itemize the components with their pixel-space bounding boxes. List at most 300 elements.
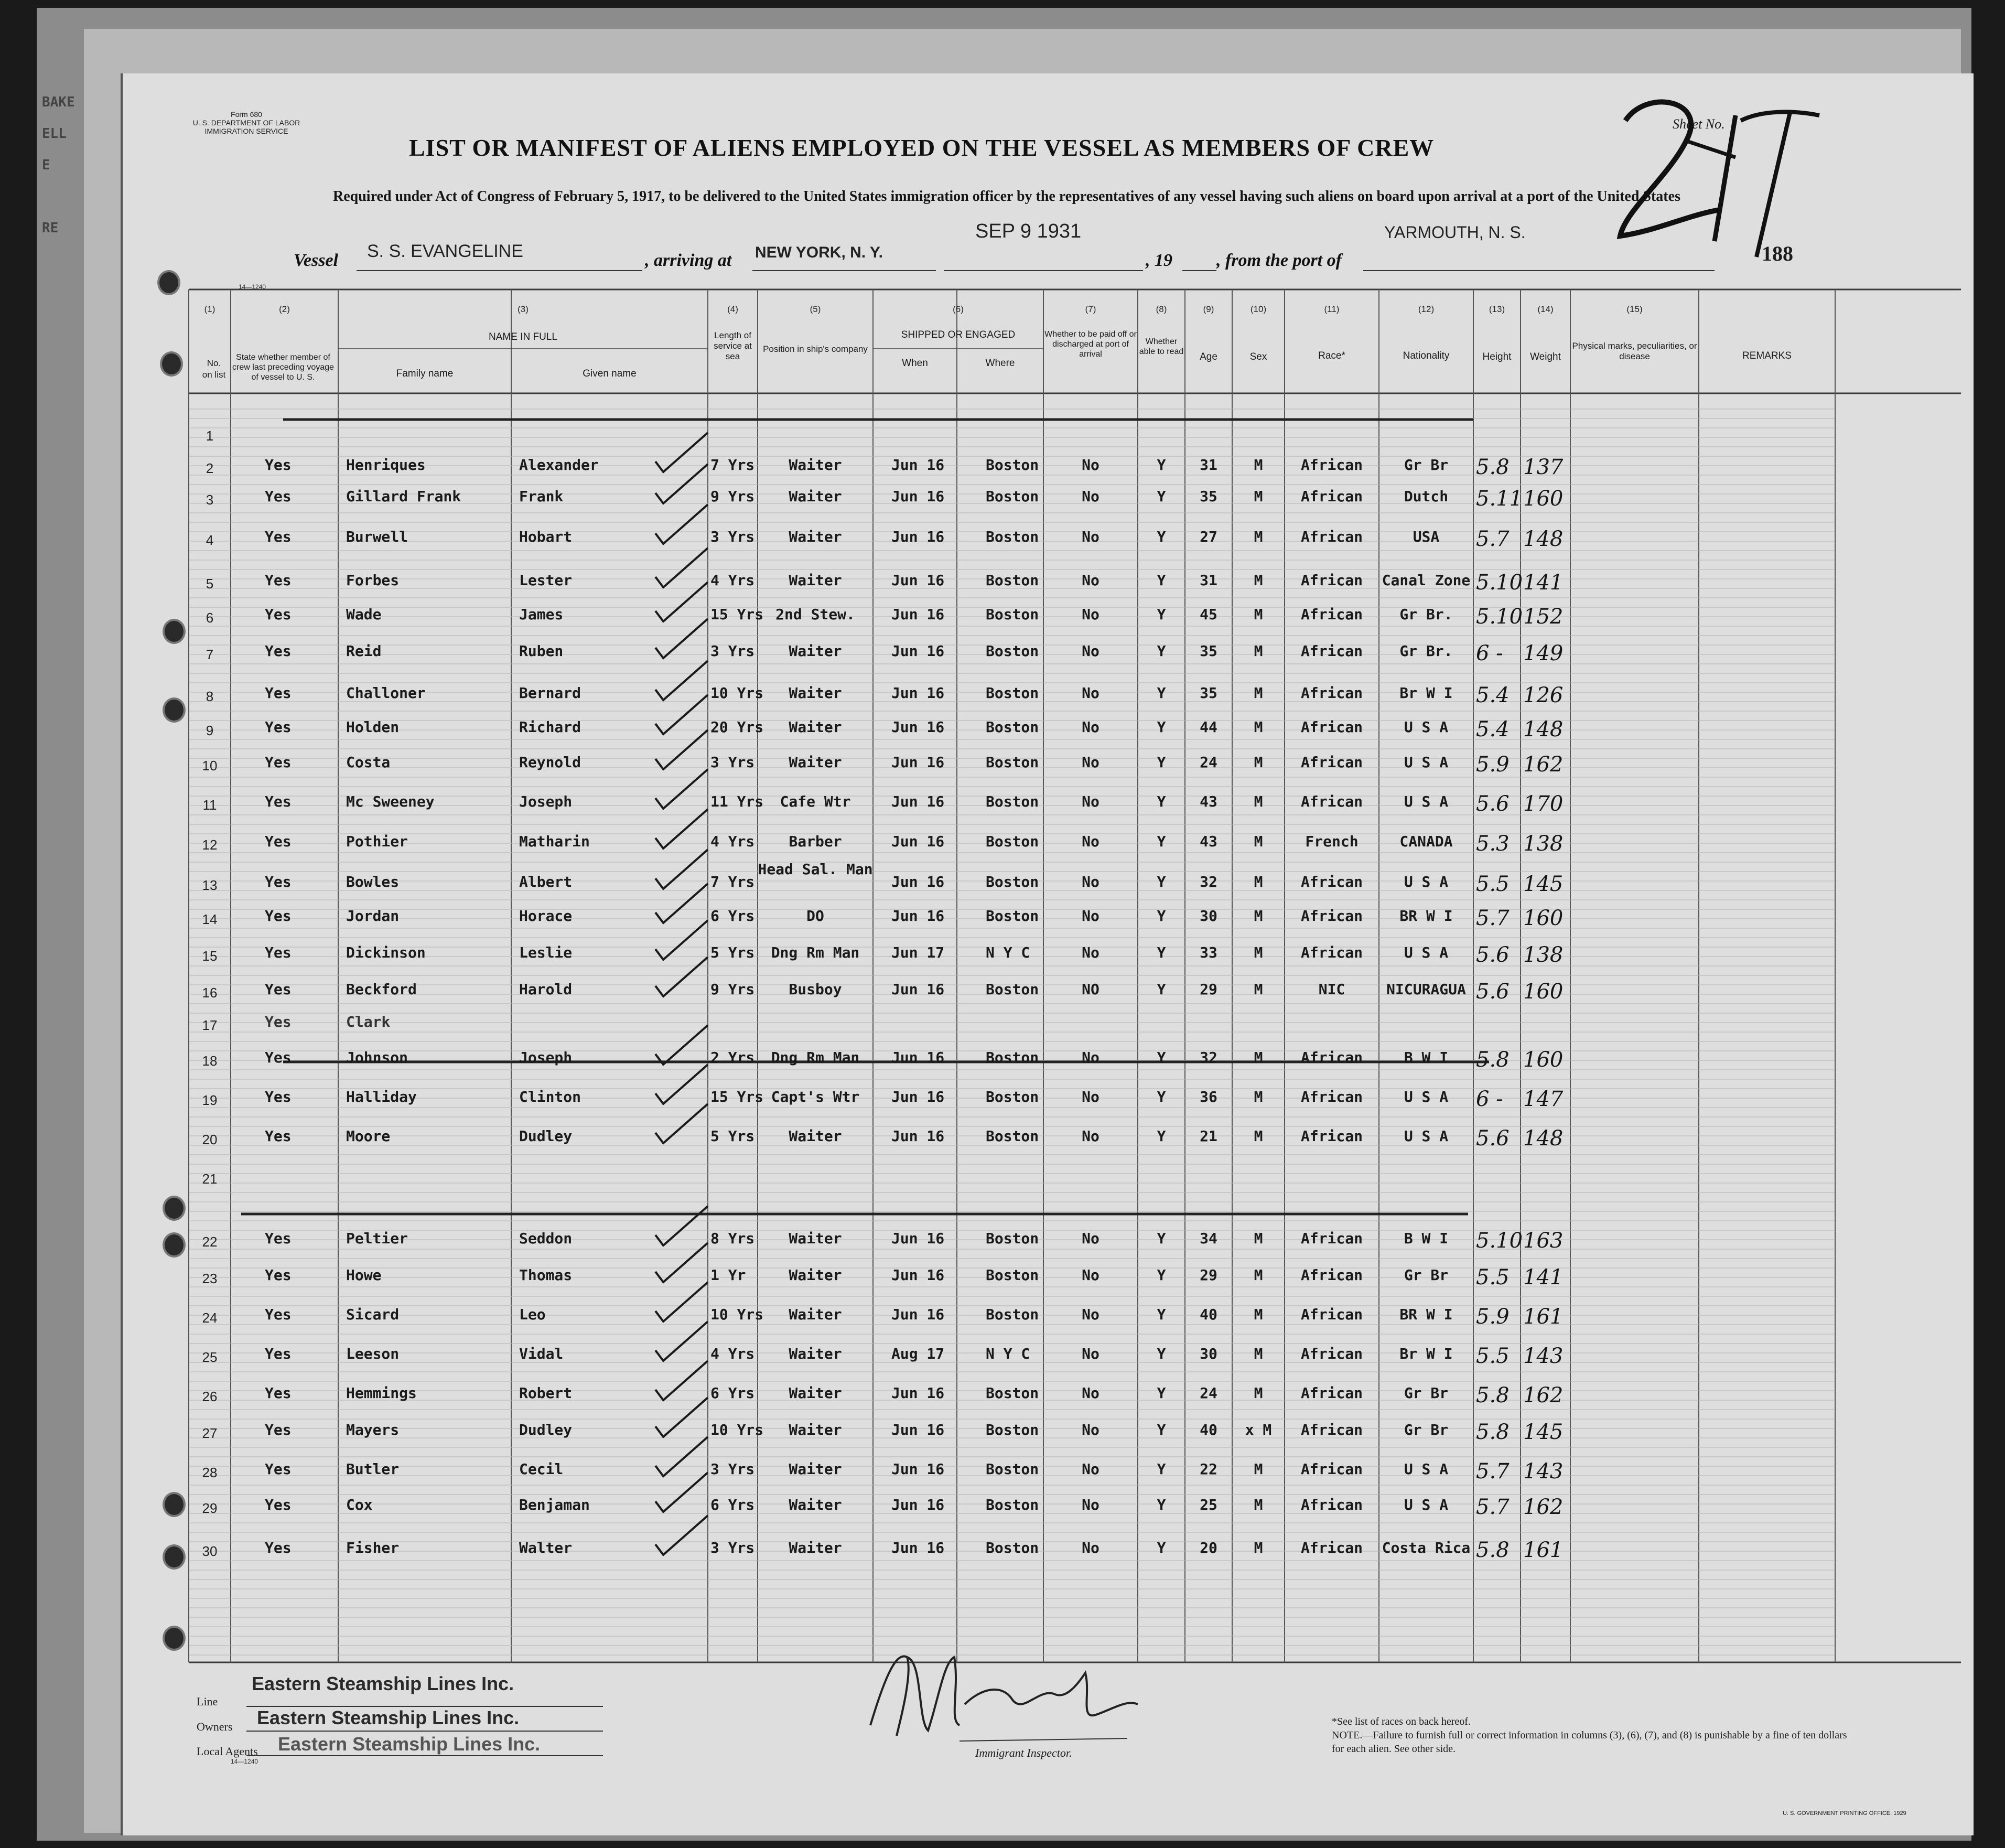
shipped-when-cell: Jun 16 (891, 1421, 945, 1438)
row-number: 23 (202, 1271, 218, 1286)
position-cell: Waiter (789, 1266, 842, 1284)
row-number: 28 (202, 1465, 218, 1480)
shipped-when-cell: Jun 16 (891, 1266, 945, 1284)
position-cell: Waiter (789, 488, 842, 505)
row-number: 15 (202, 948, 218, 964)
state-cell: Yes (265, 1384, 292, 1402)
header-when: When (902, 358, 928, 369)
weight-cell: 138 (1523, 943, 1564, 967)
date-underline (944, 270, 1143, 271)
nationality-cell: Br W I (1399, 684, 1453, 702)
column-number: (8) (1156, 304, 1167, 314)
header-no-on-list: No. on list (202, 358, 226, 380)
shipped-where-cell: Boston (986, 642, 1039, 660)
weight-cell: 160 (1523, 906, 1564, 930)
binder-hole (163, 1544, 186, 1570)
edge-mark: ELL (42, 126, 67, 142)
given-name-cell: Seddon (519, 1230, 573, 1247)
paid-off-cell: No (1082, 907, 1099, 925)
height-cell: 6 - (1476, 641, 1503, 665)
position-cell: Waiter (789, 1306, 842, 1323)
sex-cell: M (1254, 1345, 1263, 1362)
shipped-when-cell: Jun 16 (891, 793, 945, 810)
paid-off-cell: No (1082, 642, 1099, 660)
shipped-when-cell: Jun 16 (891, 456, 945, 474)
height-cell: 5.4 (1476, 717, 1510, 742)
race-cell: African (1300, 642, 1363, 660)
race-cell: African (1300, 684, 1363, 702)
length-of-service-cell: 10 Yrs (710, 684, 764, 702)
sex-cell: M (1254, 456, 1263, 474)
column-number: (4) (727, 304, 738, 314)
nationality-cell: Canal Zone (1382, 572, 1471, 589)
length-of-service-cell: 7 Yrs (710, 456, 755, 474)
sex-cell: M (1254, 1539, 1263, 1556)
position-cell: DO (806, 907, 824, 925)
form-code: 14—1240 (239, 283, 266, 291)
vessel-label: Vessel (294, 251, 338, 270)
paid-off-cell: No (1082, 684, 1099, 702)
shipped-where-cell: Boston (986, 684, 1039, 702)
length-of-service-cell: 9 Yrs (710, 488, 755, 505)
family-name-cell: Holden (346, 718, 400, 736)
nationality-cell: Gr Br. (1399, 642, 1453, 660)
column-number: (14) (1537, 304, 1554, 314)
family-name-cell: Jordan (346, 907, 400, 925)
state-cell: Yes (265, 833, 292, 850)
nationality-cell: U S A (1404, 793, 1449, 810)
shipped-where-cell: Boston (986, 456, 1039, 474)
binder-hole (163, 1492, 186, 1517)
position-cell: Waiter (789, 528, 842, 545)
column-number: (10) (1250, 304, 1267, 314)
row-number: 27 (202, 1425, 218, 1441)
row-number: 1 (206, 428, 214, 444)
weight-cell: 137 (1523, 455, 1564, 479)
able-to-read-cell: Y (1157, 572, 1166, 589)
given-name-cell: Frank (519, 488, 564, 505)
race-cell: African (1300, 907, 1363, 925)
race-cell: African (1300, 1460, 1363, 1478)
shipped-where-cell: Boston (986, 606, 1039, 623)
state-cell: Yes (265, 1460, 292, 1478)
race-cell: African (1300, 1127, 1363, 1145)
paid-off-cell: No (1082, 833, 1099, 850)
height-cell: 5.7 (1476, 527, 1510, 551)
row-number: 29 (202, 1500, 218, 1516)
column-number: (9) (1203, 304, 1214, 314)
position-cell: 2nd Stew. (775, 606, 855, 623)
state-cell: Yes (265, 873, 292, 890)
length-of-service-cell: 4 Yrs (710, 833, 755, 850)
paid-off-cell: No (1082, 1345, 1099, 1362)
shipped-where-cell: Boston (986, 528, 1039, 545)
height-cell: 5.8 (1476, 1048, 1510, 1072)
position-cell: Waiter (789, 1539, 842, 1556)
weight-cell: 138 (1523, 832, 1564, 856)
sex-cell: M (1254, 1127, 1263, 1145)
row-number: 24 (202, 1310, 218, 1326)
given-name-cell: Richard (519, 718, 581, 736)
race-cell: African (1300, 1539, 1363, 1556)
header-length-of-service: Length of service at sea (714, 330, 752, 361)
length-of-service-cell: 4 Yrs (710, 1345, 755, 1362)
header-nationality: Nationality (1403, 350, 1450, 361)
race-cell: African (1300, 528, 1363, 545)
shipped-when-cell: Jun 16 (891, 718, 945, 736)
paid-off-cell: No (1082, 944, 1099, 961)
age-cell: 44 (1200, 718, 1217, 736)
agents-stamp: Eastern Steamship Lines Inc. (278, 1733, 541, 1755)
weight-cell: 141 (1523, 571, 1564, 595)
weight-cell: 126 (1523, 683, 1564, 707)
paid-off-cell: No (1082, 1496, 1099, 1513)
weight-cell: 162 (1523, 753, 1564, 777)
arrival-underline (752, 270, 936, 271)
height-cell: 5.7 (1476, 1459, 1510, 1484)
weight-cell: 161 (1523, 1538, 1564, 1562)
state-cell: Yes (265, 981, 292, 998)
check-mark (650, 954, 713, 1002)
age-cell: 35 (1200, 642, 1217, 660)
family-name-cell: Pothier (346, 833, 408, 850)
header-age: Age (1200, 351, 1217, 362)
length-of-service-cell: 8 Yrs (710, 1230, 755, 1247)
age-cell: 35 (1200, 684, 1217, 702)
length-of-service-cell: 5 Yrs (710, 944, 755, 961)
vessel-underline (357, 270, 642, 271)
sex-cell: M (1254, 488, 1263, 505)
length-of-service-cell: 4 Yrs (710, 572, 755, 589)
shipped-when-cell: Jun 16 (891, 1088, 945, 1105)
able-to-read-cell: Y (1157, 606, 1166, 623)
given-name-cell: Leslie (519, 944, 573, 961)
family-name-cell: Wade (346, 606, 382, 623)
row-number: 10 (202, 758, 218, 773)
nationality-cell: Costa Rica (1382, 1539, 1471, 1556)
header-state: State whether member of crew last preceding voyage of vessel to U. S. (232, 353, 334, 382)
service-name: IMMIGRATION SERVICE (204, 127, 288, 135)
header-physical-marks: Physical marks, peculiarities, or disease (1572, 341, 1697, 361)
row-number: 22 (202, 1234, 218, 1250)
family-name-cell: Gillard Frank (346, 488, 461, 505)
length-of-service-cell: 5 Yrs (710, 1127, 755, 1145)
age-cell: 43 (1200, 793, 1217, 810)
position-cell: Waiter (789, 1127, 842, 1145)
arrival-date-stamp: SEP 9 1931 (975, 220, 1082, 242)
paid-off-cell: No (1082, 572, 1099, 589)
sex-cell: M (1254, 793, 1263, 810)
able-to-read-cell: Y (1157, 1496, 1166, 1513)
family-name-cell: Burwell (346, 528, 408, 545)
state-cell: Yes (265, 1496, 292, 1513)
arriving-label: , arriving at (645, 251, 732, 270)
row-number: 4 (206, 532, 214, 548)
height-cell: 5.5 (1476, 1344, 1510, 1368)
family-name-cell: Moore (346, 1127, 391, 1145)
length-of-service-cell: 3 Yrs (710, 1539, 755, 1556)
able-to-read-cell: Y (1157, 754, 1166, 771)
paid-off-cell: NO (1082, 981, 1099, 998)
family-name-cell: Costa (346, 754, 391, 771)
nationality-cell: B W I (1404, 1230, 1449, 1247)
length-of-service-cell: 6 Yrs (710, 907, 755, 925)
position-cell: Waiter (789, 1496, 842, 1513)
shipped-where-cell: Boston (986, 1088, 1039, 1105)
length-of-service-cell: 3 Yrs (710, 642, 755, 660)
age-cell: 43 (1200, 833, 1217, 850)
weight-cell: 160 (1523, 980, 1564, 1004)
binder-hole (157, 270, 180, 295)
position-cell: Busboy (789, 981, 842, 998)
header-family-name: Family name (396, 368, 454, 379)
state-cell: Yes (265, 1421, 292, 1438)
binder-hole (160, 351, 183, 377)
state-cell: Yes (265, 1266, 292, 1284)
race-cell: African (1300, 718, 1363, 736)
shipped-when-cell: Jun 16 (891, 1230, 945, 1247)
state-cell: Yes (265, 572, 292, 589)
age-cell: 32 (1200, 1049, 1217, 1066)
paid-off-cell: No (1082, 606, 1099, 623)
paid-off-cell: No (1082, 1306, 1099, 1323)
shipped-where-cell: Boston (986, 488, 1039, 505)
family-name-cell: Clark (346, 1013, 391, 1030)
able-to-read-cell: Y (1157, 793, 1166, 810)
race-cell: African (1300, 1345, 1363, 1362)
form-number: Form 680 (231, 110, 262, 119)
nationality-cell: Dutch (1404, 488, 1449, 505)
age-cell: 33 (1200, 944, 1217, 961)
able-to-read-cell: Y (1157, 528, 1166, 545)
weight-cell: 162 (1523, 1495, 1564, 1519)
position-cell: Waiter (789, 1460, 842, 1478)
state-cell: Yes (265, 1306, 292, 1323)
height-cell: 5.9 (1476, 1305, 1510, 1329)
weight-cell: 160 (1523, 487, 1564, 511)
length-of-service-cell: 2 Yrs (710, 1049, 755, 1066)
edge-mark: E (42, 157, 50, 173)
length-of-service-cell: 6 Yrs (710, 1384, 755, 1402)
weight-cell: 170 (1523, 792, 1564, 816)
row-number: 19 (202, 1092, 218, 1108)
race-cell: African (1300, 456, 1363, 474)
weight-cell: 163 (1523, 1229, 1564, 1253)
form-identifier (184, 110, 309, 135)
paid-off-cell: No (1082, 1088, 1099, 1105)
paid-off-cell: No (1082, 1049, 1099, 1066)
inspector-signature (855, 1641, 1148, 1746)
position-cell: Waiter (789, 572, 842, 589)
shipped-when-cell: Aug 17 (891, 1345, 945, 1362)
line-stamp: Eastern Steamship Lines Inc. (252, 1673, 514, 1694)
able-to-read-cell: Y (1157, 944, 1166, 961)
height-cell: 5.9 (1476, 753, 1510, 777)
header-where: Where (985, 358, 1015, 369)
binder-hole (163, 1232, 186, 1258)
vessel-name: S. S. EVANGELINE (367, 241, 523, 261)
age-cell: 30 (1200, 1345, 1217, 1362)
weight-cell: 149 (1523, 641, 1564, 665)
nationality-cell: U S A (1404, 1127, 1449, 1145)
family-name-cell: Halliday (346, 1088, 417, 1105)
position-cell: Cafe Wtr (780, 793, 851, 810)
age-cell: 31 (1200, 456, 1217, 474)
paid-off-cell: No (1082, 456, 1099, 474)
length-of-service-cell: 3 Yrs (710, 1460, 755, 1478)
shipped-when-cell: Jun 16 (891, 1460, 945, 1478)
row-number: 3 (206, 492, 214, 508)
shipped-where-cell: Boston (986, 1266, 1039, 1284)
state-cell: Yes (265, 1230, 292, 1247)
shipped-when-cell: Jun 16 (891, 873, 945, 890)
nationality-cell: U S A (1404, 944, 1449, 961)
family-name-cell: Beckford (346, 981, 417, 998)
document-title: LIST OR MANIFEST OF ALIENS EMPLOYED ON THE VESSEL AS MEMBERS OF CREW (409, 134, 1435, 161)
row-number: 20 (202, 1132, 218, 1147)
position-cell: Capt's Wtr (771, 1088, 860, 1105)
able-to-read-cell: Y (1157, 684, 1166, 702)
nationality-cell: U S A (1404, 1088, 1449, 1105)
document-subtitle: Required under Act of Congress of February 5, 1917, to be delivered to the United States immigration officer by the representatives of any vessel having such aliens on board upon arrival at a port of the United States (333, 188, 1680, 205)
shipped-where-cell: Boston (986, 907, 1039, 925)
shipped-where-cell: Boston (986, 1230, 1039, 1247)
race-cell: African (1300, 606, 1363, 623)
header-height: Height (1482, 351, 1512, 362)
row-number: 18 (202, 1053, 218, 1069)
sex-cell: M (1254, 528, 1263, 545)
able-to-read-cell: Y (1157, 833, 1166, 850)
row-number: 13 (202, 877, 218, 893)
nationality-cell: U S A (1404, 718, 1449, 736)
family-name-cell: Peltier (346, 1230, 408, 1247)
nationality-cell: U S A (1404, 754, 1449, 771)
height-cell: 5.11 (1476, 487, 1523, 511)
state-cell: Yes (265, 754, 292, 771)
position-cell: Waiter (789, 1421, 842, 1438)
given-name-cell: Vidal (519, 1345, 564, 1362)
header-able-to-read: Whether able to read (1139, 337, 1184, 356)
race-cell: African (1300, 1049, 1363, 1066)
row-number: 26 (202, 1389, 218, 1404)
race-cell: African (1300, 754, 1363, 771)
given-name-cell: Thomas (519, 1266, 573, 1284)
row-number: 2 (206, 460, 214, 476)
penalty-note: NOTE.—Failure to furnish full or correct information in columns (3), (6), (7), and (8) is punishable by a fine of ten dollars for each alien. See other side. (1332, 1729, 1847, 1755)
binder-hole (163, 697, 186, 723)
sex-cell: M (1254, 1460, 1263, 1478)
sex-cell: M (1254, 1266, 1263, 1284)
weight-cell: 143 (1523, 1459, 1564, 1484)
nationality-cell: Gr Br (1404, 456, 1449, 474)
header-shipped-or-engaged: SHIPPED OR ENGAGED (901, 329, 1016, 340)
paid-off-cell: No (1082, 718, 1099, 736)
age-cell: 21 (1200, 1127, 1217, 1145)
row-number: 30 (202, 1543, 218, 1559)
row-number: 8 (206, 689, 214, 704)
shipped-where-cell: Boston (986, 718, 1039, 736)
department-name: U. S. DEPARTMENT OF LABOR (192, 119, 300, 127)
row-number: 5 (206, 576, 214, 592)
position-cell: Dng Rm Man (771, 1049, 860, 1066)
row-number: 21 (202, 1171, 218, 1187)
state-cell: Yes (265, 684, 292, 702)
state-cell: Yes (265, 944, 292, 961)
age-cell: 30 (1200, 907, 1217, 925)
race-cell: African (1300, 1266, 1363, 1284)
state-cell: Yes (265, 642, 292, 660)
shipped-where-cell: Boston (986, 1306, 1039, 1323)
shipped-where-cell: N Y C (986, 944, 1030, 961)
row-number: 7 (206, 647, 214, 662)
family-name-cell: Fisher (346, 1539, 400, 1556)
column-number: (3) (518, 304, 529, 314)
column-number: (11) (1324, 304, 1340, 314)
state-cell: Yes (265, 907, 292, 925)
state-cell: Yes (265, 1049, 292, 1066)
footer-form-code: 14—1240 (231, 1758, 258, 1765)
age-cell: 22 (1200, 1460, 1217, 1478)
shipped-where-cell: Boston (986, 1049, 1039, 1066)
sex-cell: M (1254, 572, 1263, 589)
weight-cell: 145 (1523, 872, 1564, 896)
race-cell: French (1305, 833, 1359, 850)
given-name-cell: Lester (519, 572, 573, 589)
row-number: 12 (202, 837, 218, 853)
length-of-service-cell: 11 Yrs (710, 793, 764, 810)
age-cell: 29 (1200, 1266, 1217, 1284)
shipped-where-cell: Boston (986, 1421, 1039, 1438)
age-cell: 45 (1200, 606, 1217, 623)
sex-cell: M (1254, 944, 1263, 961)
owners-underline (246, 1731, 603, 1732)
row-number: 25 (202, 1349, 218, 1365)
weight-cell: 152 (1523, 605, 1564, 629)
sex-cell: M (1254, 1306, 1263, 1323)
given-name-cell: James (519, 606, 564, 623)
nationality-cell: USA (1413, 528, 1440, 545)
weight-cell: 161 (1523, 1305, 1564, 1329)
family-name-cell: Challoner (346, 684, 426, 702)
family-name-cell: Cox (346, 1496, 373, 1513)
height-cell: 5.8 (1476, 455, 1510, 479)
position-cell: Waiter (789, 1230, 842, 1247)
given-name-cell: Alexander (519, 456, 599, 474)
race-cell: African (1300, 944, 1363, 961)
header-remarks: REMARKS (1742, 350, 1792, 361)
age-cell: 20 (1200, 1539, 1217, 1556)
shipped-when-cell: Jun 16 (891, 981, 945, 998)
sheet-label: Sheet No. (1673, 116, 1725, 132)
height-cell: 5.8 (1476, 1420, 1510, 1444)
nationality-cell: Gr Br (1404, 1384, 1449, 1402)
row-number: 6 (206, 610, 214, 626)
from-port-label: , from the port of (1216, 251, 1342, 270)
local-agents-label: Local Agents (197, 1745, 258, 1758)
age-cell: 31 (1200, 572, 1217, 589)
shipped-where-cell: Boston (986, 873, 1039, 890)
able-to-read-cell: Y (1157, 873, 1166, 890)
check-mark (650, 616, 713, 663)
owners-stamp: Eastern Steamship Lines Inc. (257, 1707, 520, 1728)
position-cell: Barber (789, 833, 842, 850)
age-cell: 27 (1200, 528, 1217, 545)
sex-cell: M (1254, 684, 1263, 702)
paid-off-cell: No (1082, 488, 1099, 505)
family-name-cell: Dickinson (346, 944, 426, 961)
race-cell: African (1300, 1496, 1363, 1513)
year-label: , 19 (1146, 251, 1172, 270)
